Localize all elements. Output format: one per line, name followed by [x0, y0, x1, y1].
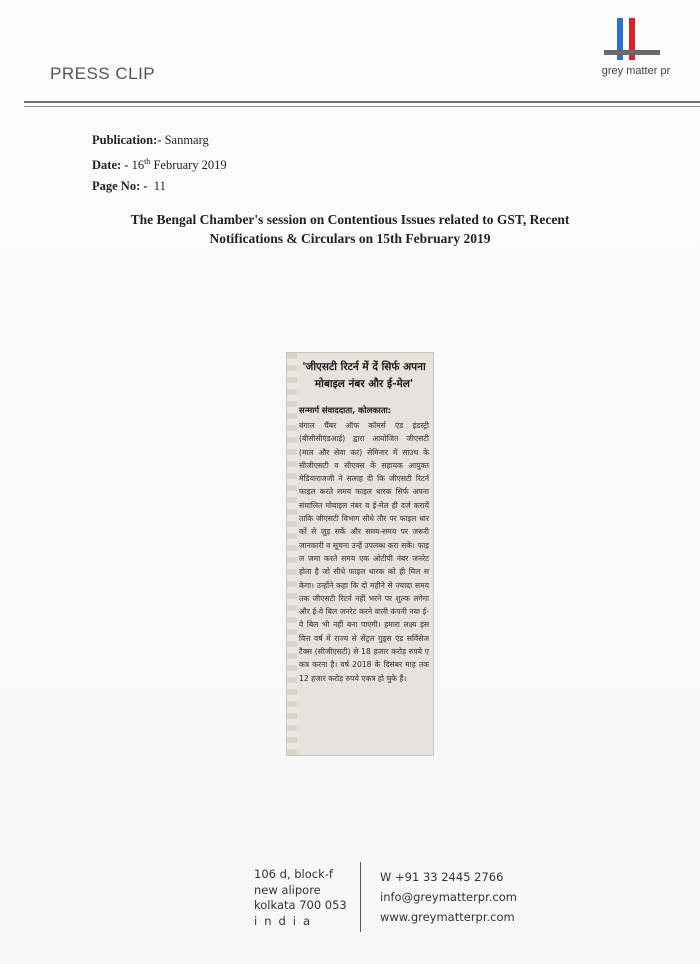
date-label: Date: -	[92, 158, 129, 173]
logo-grey-bar	[604, 50, 660, 55]
address-line-3: kolkata 700 053	[254, 898, 347, 912]
clipping-torn-edge	[287, 353, 297, 755]
clipping-byline: सन्मार्ग संवाददाता, कोलकाता:	[299, 405, 392, 415]
date-suffix: th	[144, 157, 151, 166]
clipping-headline-line-2: मोबाइल नंबर और ई-मेल'	[314, 378, 414, 390]
footer-email[interactable]: info@greymatterpr.com	[380, 890, 517, 904]
clipping-body: बंगाल चैंबर ऑफ कॉमर्स एंड इंडस्ट्री (बीसीसीएंडआई) द्वारा आयोजित जीएसटी (माल और सेवा कर) सेमिनार में साउथ के सीजीएसटी व सीएक्स के सहायक आयुक्त मेडियाराजजी ने सलाह दी कि जीएसटी रिटर्न फाइल करते समय फाइल धारक सिर्फ अपना संचालित मोबाइल नंबर व ई-मेल ही दर्ज करायें ताकि जीएसटी विभाग सीधे तौर पर फाइल धारकों से जुड़ सकें और समय-समय पर जरूरी जानकारी व सूचना उन्हें उपलब्ध करा सकें। फाइल जमा करते समय एक ओटीपी नंबर जनरेट होता है जो सीधे फाइल धारक को ही मिल सकेगा। उन्होंने कहा कि दो महीने से ज्यादा समय तक जीएसटी रिटर्न नहीं भरने पर शुल्क लगेगा और ई-वे बिल जनरेट करने वाली कंपनी नया ई-वे बिल भी नहीं बना पाएगी। हमारा लक्ष्य इस वित्त वर्ष में राज्य से सेंट्रल गुड्स एंड सर्विसेज टैक्स (सीजीएसटी) से 18 हजार करोड़ रुपये एकत्र करना है। वर्ष 2018 के दिसंबर माह तक 12 हजार करोड़ रुपये एकत्र हो चुके हैं।	[299, 421, 432, 683]
footer-address	[254, 867, 347, 929]
footer-contact	[380, 867, 517, 927]
date-rest: February 2019	[153, 158, 227, 173]
publication-label: Publication:-	[92, 133, 162, 147]
publication-value: Sanmarg	[164, 133, 209, 147]
clipping-headline-line-1: 'जीएसटी रिटर्न में दें सिर्फ अपना	[302, 361, 426, 373]
headline-line-1: The Bengal Chamber's session on Contentious Issues related to GST, Recent	[130, 212, 570, 227]
publication-meta	[92, 130, 227, 197]
footer-phone: W +91 33 2445 2766	[380, 870, 504, 884]
publication-row	[92, 130, 227, 151]
logo-text: grey matter pr	[601, 65, 671, 77]
page-row	[92, 176, 227, 197]
date-day: 16	[131, 158, 145, 173]
header-rule-bottom	[24, 106, 700, 107]
address-line-4: india	[254, 913, 318, 928]
address-line-2: new alipore	[254, 882, 321, 897]
address-line-1: 106 d, block-f	[254, 867, 333, 881]
page-value: 11	[153, 179, 166, 194]
newspaper-clipping	[287, 353, 433, 755]
date-row	[92, 151, 227, 176]
header-rule-top	[24, 101, 700, 103]
headline-line-2: Notifications & Circulars on 15th February 2019	[209, 231, 491, 246]
page-label: Page No: -	[92, 179, 148, 194]
event-headline	[0, 210, 700, 248]
footer-divider	[360, 862, 361, 932]
page-title: PRESS CLIP	[50, 64, 156, 83]
clipping-headline	[299, 359, 429, 393]
footer-website[interactable]: www.greymatterpr.com	[380, 910, 515, 924]
